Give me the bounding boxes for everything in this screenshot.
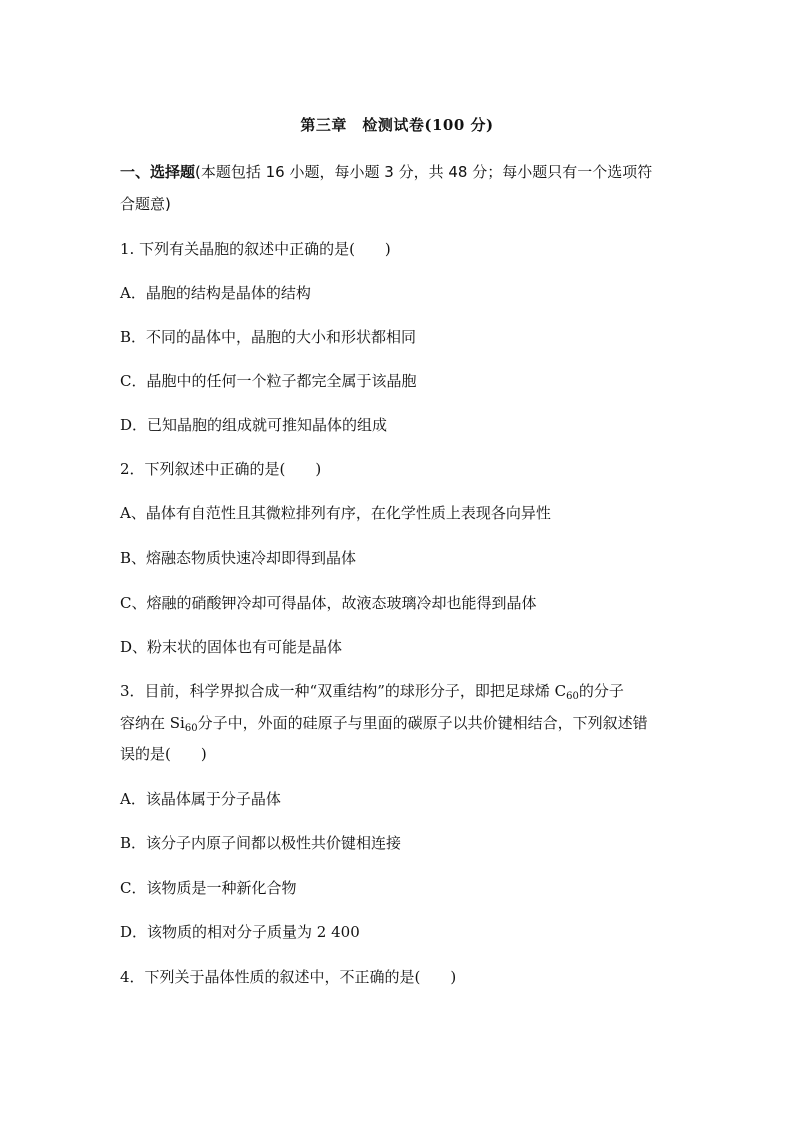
question-2-option-d: D、粉末状的固体也有可能是晶体 (120, 638, 343, 656)
page-title: 第三章 检测试卷(100 分) (300, 116, 494, 134)
question-2-option-c: C、熔融的硝酸钾冷却可得晶体，故液态玻璃冷却也能得到晶体 (120, 594, 537, 612)
question-3-option-b: B．该分子内原子间都以极性共价键相连接 (120, 834, 402, 852)
section-heading: 一、选择题 (120, 163, 196, 181)
question-1-option-a: A．晶胞的结构是晶体的结构 (120, 284, 311, 302)
section-heading-line (120, 158, 685, 187)
question-3-stem-line1 (120, 677, 685, 706)
question-4-stem: 4．下列关于晶体性质的叙述中，不正确的是( ) (120, 968, 457, 986)
si60-subscript: 60 (184, 723, 198, 734)
question-3-stem-part4: 分子中，外面的硅原子与里面的碳原子以共价键相结合，下列叙述错 (197, 714, 648, 732)
question-1-option-c: C．晶胞中的任何一个粒子都完全属于该晶胞 (120, 372, 417, 390)
question-2-option-a: A、晶体有自范性且其微粒排列有序，在化学性质上表现各向异性 (120, 504, 551, 522)
question-1-option-d: D．已知晶胞的组成就可推知晶体的组成 (120, 416, 388, 434)
question-3-stem-part2: 的分子 (578, 682, 624, 700)
question-2-option-b: B、熔融态物质快速冷却即得到晶体 (120, 549, 357, 567)
question-3-option-a: A．该晶体属于分子晶体 (120, 790, 281, 808)
question-1-stem: 1. 下列有关晶胞的叙述中正确的是( ) (120, 240, 391, 258)
question-3-option-c: C．该物质是一种新化合物 (120, 879, 297, 897)
question-3-stem-part1: 3．目前，科学界拟合成一种“双重结构”的球形分子，即把足球烯 C (120, 682, 567, 700)
c60-subscript: 60 (566, 691, 579, 702)
question-2-stem: 2．下列叙述中正确的是( ) (120, 460, 322, 478)
section-note-line2: 合题意) (120, 195, 171, 213)
question-3-stem-part3: 容纳在 Si (120, 714, 185, 732)
question-3-stem-line2 (120, 709, 685, 738)
question-3-option-d: D．该物质的相对分子质量为 2 400 (120, 923, 360, 941)
section-note-line1: (本题包括 16 小题，每小题 3 分，共 48 分；每小题只有一个选项符 (195, 163, 653, 181)
question-3-stem-line3: 误的是( ) (120, 745, 207, 763)
question-1-option-b: B．不同的晶体中，晶胞的大小和形状都相同 (120, 328, 417, 346)
